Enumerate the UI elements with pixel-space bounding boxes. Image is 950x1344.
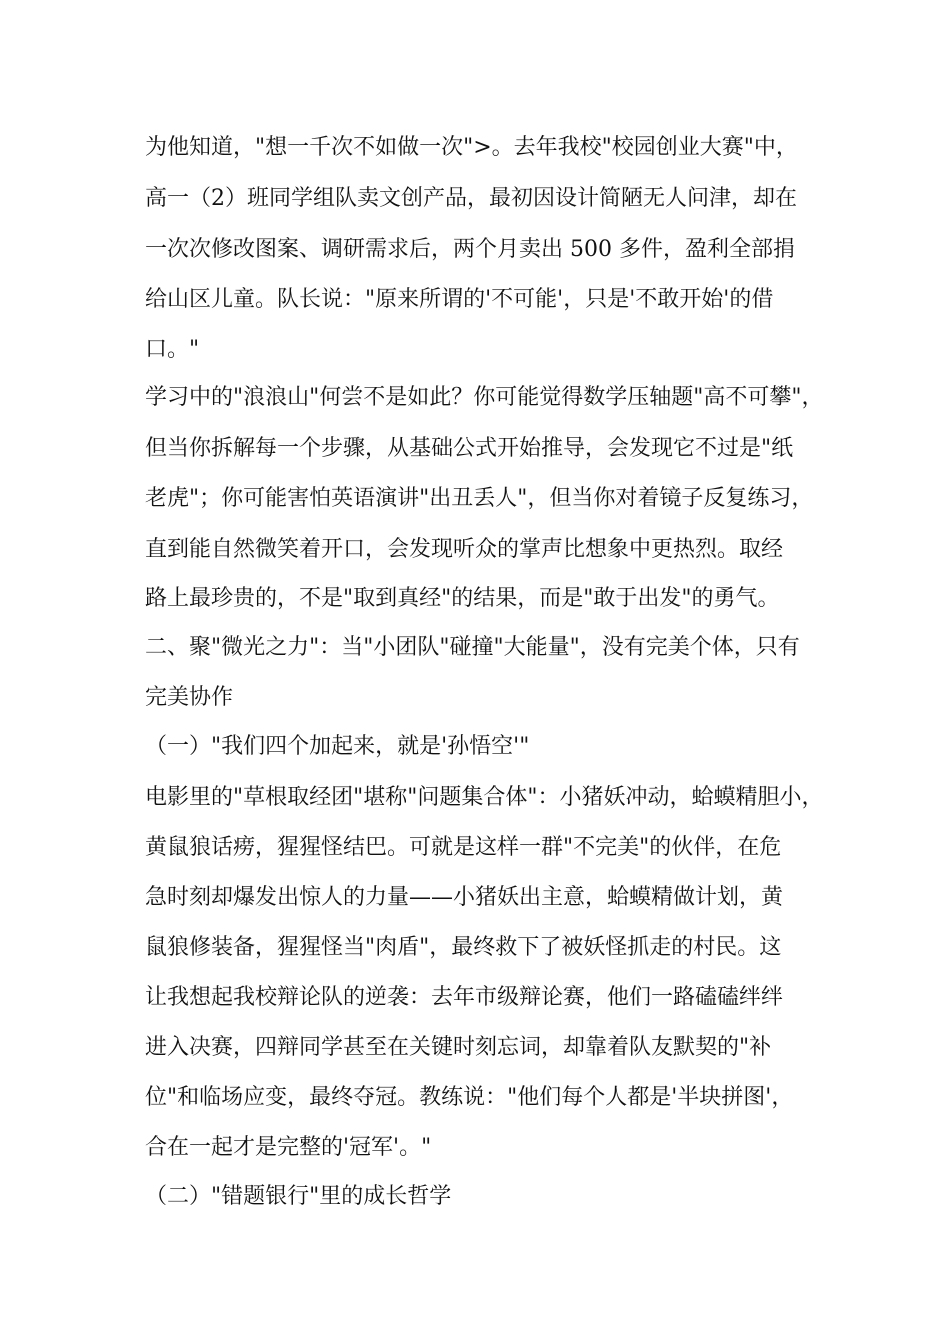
text-line: 学习中的"浪浪山"何尝不是如此？你可能觉得数学压轴题"高不可攀"，	[145, 385, 824, 410]
text-line: 老虎"；你可能害怕英语演讲"出丑丢人"，但当你对着镜子反复练习，	[145, 486, 814, 511]
text-line: 一次次修改图案、调研需求后，两个月卖出 500 多件，盈利全部捐	[145, 237, 795, 262]
text-line: 合在一起才是完整的'冠军'。"	[145, 1135, 432, 1160]
section-heading: 完美协作	[145, 685, 234, 710]
text-line: 路上最珍贵的，不是"取到真经"的结果，而是"敢于出发"的勇气。	[145, 586, 780, 611]
text-line: 位"和临场应变，最终夺冠。教练说："他们每个人都是'半块拼图'，	[145, 1085, 794, 1110]
section-heading: 二、聚"微光之力"：当"小团队"碰撞"大能量"，没有完美个体，只有	[145, 635, 800, 660]
text-line: 电影里的"草根取经团"堪称"问题集合体"：小猪妖冲动，蛤蟆精胆小，	[145, 785, 824, 810]
text-line: 口。"	[145, 337, 200, 362]
text-line: 但当你拆解每一个步骤，从基础公式开始推导，会发现它不过是"纸	[145, 436, 794, 461]
subsection-heading: （一）"我们四个加起来，就是'孙悟空'"	[145, 734, 530, 759]
subsection-heading: （二）"错题银行"里的成长哲学	[145, 1184, 452, 1209]
text-line: 进入决赛，四辩同学甚至在关键时刻忘词，却靠着队友默契的"补	[145, 1035, 772, 1060]
text-line: 直到能自然微笑着开口，会发现听众的掌声比想象中更热烈。取经	[145, 537, 784, 562]
text-line: 让我想起我校辩论队的逆袭：去年市级辩论赛，他们一路磕磕绊绊	[145, 985, 784, 1010]
text-line: 黄鼠狼话痨，猩猩怪结巴。可就是这样一群"不完美"的伙伴，在危	[145, 835, 782, 860]
text-line: 给山区儿童。队长说："原来所谓的'不可能'，只是'不敢开始'的借	[145, 287, 774, 312]
text-line: 高一（2）班同学组队卖文创产品，最初因设计简陋无人问津，却在	[145, 186, 797, 211]
text-line: 为他知道，"想一千次不如做一次">。去年我校"校园创业大赛"中，	[145, 135, 798, 160]
text-line: 鼠狼修装备，猩猩怪当"肉盾"，最终救下了被妖怪抓走的村民。这	[145, 935, 782, 960]
text-line: 急时刻却爆发出惊人的力量——小猪妖出主意，蛤蟆精做计划，黄	[145, 885, 784, 910]
